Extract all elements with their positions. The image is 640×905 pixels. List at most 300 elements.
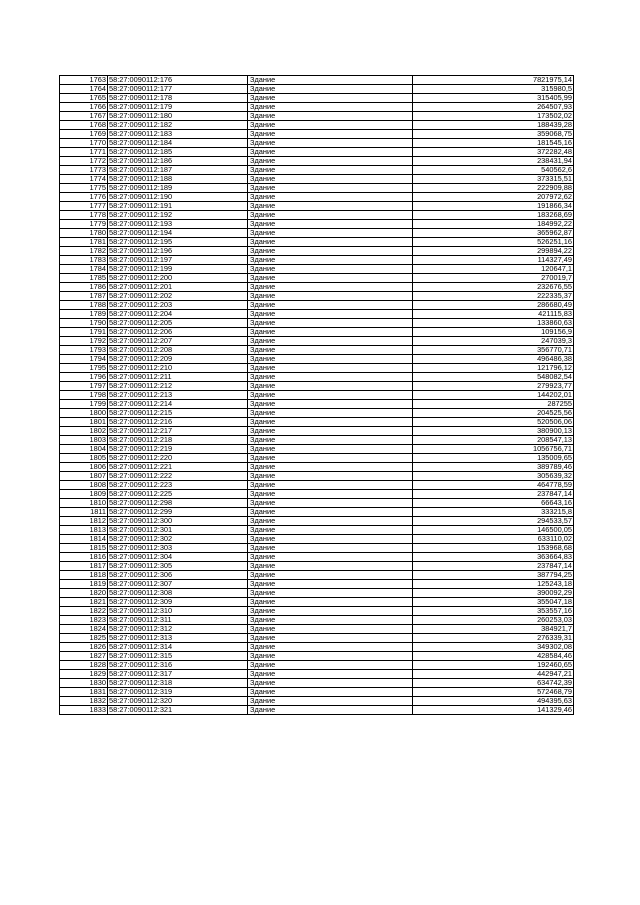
row-number-cell: 1765 [60,94,108,103]
cadastral-table [59,75,574,715]
object-type-cell: Здание [248,427,413,436]
table-row [60,265,574,274]
cadastral-number-cell: 58:27:0090112:189 [108,184,248,193]
table-row [60,670,574,679]
value-cell: 349302,08 [413,643,574,652]
value-cell: 363664,83 [413,553,574,562]
object-type-cell: Здание [248,463,413,472]
cadastral-number-cell: 58:27:0090112:179 [108,103,248,112]
cadastral-number-cell: 58:27:0090112:318 [108,679,248,688]
table-row [60,310,574,319]
object-type-cell: Здание [248,301,413,310]
row-number-cell: 1805 [60,454,108,463]
value-cell: 181545,16 [413,139,574,148]
value-cell: 146500,05 [413,526,574,535]
table-body [60,76,574,715]
row-number-cell: 1832 [60,697,108,706]
cadastral-number-cell: 58:27:0090112:321 [108,706,248,715]
cadastral-number-cell: 58:27:0090112:178 [108,94,248,103]
value-cell: 7821975,14 [413,76,574,85]
object-type-cell: Здание [248,292,413,301]
row-number-cell: 1828 [60,661,108,670]
cadastral-number-cell: 58:27:0090112:310 [108,607,248,616]
value-cell: 279923,77 [413,382,574,391]
value-cell: 287255 [413,400,574,409]
object-type-cell: Здание [248,652,413,661]
object-type-cell: Здание [248,454,413,463]
cadastral-number-cell: 58:27:0090112:314 [108,643,248,652]
row-number-cell: 1815 [60,544,108,553]
row-number-cell: 1811 [60,508,108,517]
value-cell: 173502,02 [413,112,574,121]
table-row [60,85,574,94]
cadastral-number-cell: 58:27:0090112:315 [108,652,248,661]
object-type-cell: Здание [248,508,413,517]
cadastral-number-cell: 58:27:0090112:307 [108,580,248,589]
table-row [60,481,574,490]
value-cell: 183268,69 [413,211,574,220]
object-type-cell: Здание [248,625,413,634]
row-number-cell: 1774 [60,175,108,184]
table-row [60,139,574,148]
cadastral-number-cell: 58:27:0090112:221 [108,463,248,472]
object-type-cell: Здание [248,679,413,688]
cadastral-number-cell: 58:27:0090112:201 [108,283,248,292]
cadastral-number-cell: 58:27:0090112:302 [108,535,248,544]
value-cell: 125243,18 [413,580,574,589]
cadastral-number-cell: 58:27:0090112:305 [108,562,248,571]
object-type-cell: Здание [248,670,413,679]
table-row [60,283,574,292]
row-number-cell: 1764 [60,85,108,94]
object-type-cell: Здание [248,202,413,211]
cadastral-number-cell: 58:27:0090112:191 [108,202,248,211]
object-type-cell: Здание [248,85,413,94]
value-cell: 299894,22 [413,247,574,256]
cadastral-number-cell: 58:27:0090112:298 [108,499,248,508]
object-type-cell: Здание [248,490,413,499]
row-number-cell: 1793 [60,346,108,355]
cadastral-number-cell: 58:27:0090112:222 [108,472,248,481]
value-cell: 109156,9 [413,328,574,337]
table-row [60,256,574,265]
value-cell: 133860,63 [413,319,574,328]
table-row [60,328,574,337]
table-row [60,436,574,445]
table-row [60,499,574,508]
row-number-cell: 1768 [60,121,108,130]
cadastral-number-cell: 58:27:0090112:316 [108,661,248,670]
cadastral-number-cell: 58:27:0090112:205 [108,319,248,328]
value-cell: 121796,12 [413,364,574,373]
cadastral-number-cell: 58:27:0090112:219 [108,445,248,454]
cadastral-number-cell: 58:27:0090112:216 [108,418,248,427]
cadastral-number-cell: 58:27:0090112:176 [108,76,248,85]
object-type-cell: Здание [248,598,413,607]
table-row [60,697,574,706]
row-number-cell: 1809 [60,490,108,499]
table-row [60,193,574,202]
cadastral-number-cell: 58:27:0090112:317 [108,670,248,679]
table-row [60,688,574,697]
value-cell: 365962,87 [413,229,574,238]
cadastral-number-cell: 58:27:0090112:204 [108,310,248,319]
table-row [60,400,574,409]
value-cell: 634742,39 [413,679,574,688]
cadastral-number-cell: 58:27:0090112:299 [108,508,248,517]
row-number-cell: 1806 [60,463,108,472]
row-number-cell: 1814 [60,535,108,544]
value-cell: 188439,28 [413,121,574,130]
value-cell: 305639,32 [413,472,574,481]
cadastral-number-cell: 58:27:0090112:185 [108,148,248,157]
cadastral-number-cell: 58:27:0090112:303 [108,544,248,553]
table-row [60,553,574,562]
value-cell: 428584,46 [413,652,574,661]
table-row [60,409,574,418]
value-cell: 1056756,71 [413,445,574,454]
value-cell: 222335,37 [413,292,574,301]
table-row [60,706,574,715]
row-number-cell: 1790 [60,319,108,328]
cadastral-number-cell: 58:27:0090112:306 [108,571,248,580]
value-cell: 204525,56 [413,409,574,418]
cadastral-number-cell: 58:27:0090112:309 [108,598,248,607]
object-type-cell: Здание [248,319,413,328]
value-cell: 294533,57 [413,517,574,526]
row-number-cell: 1766 [60,103,108,112]
object-type-cell: Здание [248,346,413,355]
object-type-cell: Здание [248,418,413,427]
row-number-cell: 1775 [60,184,108,193]
value-cell: 238431,94 [413,157,574,166]
value-cell: 208547,13 [413,436,574,445]
row-number-cell: 1780 [60,229,108,238]
value-cell: 135009,65 [413,454,574,463]
cadastral-number-cell: 58:27:0090112:200 [108,274,248,283]
row-number-cell: 1781 [60,238,108,247]
object-type-cell: Здание [248,544,413,553]
row-number-cell: 1777 [60,202,108,211]
object-type-cell: Здание [248,112,413,121]
cadastral-number-cell: 58:27:0090112:223 [108,481,248,490]
value-cell: 237847,14 [413,490,574,499]
value-cell: 144202,01 [413,391,574,400]
object-type-cell: Здание [248,148,413,157]
cadastral-number-cell: 58:27:0090112:300 [108,517,248,526]
table-row [60,175,574,184]
object-type-cell: Здание [248,481,413,490]
object-type-cell: Здание [248,157,413,166]
cadastral-number-cell: 58:27:0090112:199 [108,265,248,274]
row-number-cell: 1773 [60,166,108,175]
row-number-cell: 1763 [60,76,108,85]
value-cell: 353557,16 [413,607,574,616]
value-cell: 237847,14 [413,562,574,571]
table-row [60,292,574,301]
table-row [60,643,574,652]
object-type-cell: Здание [248,211,413,220]
cadastral-number-cell: 58:27:0090112:218 [108,436,248,445]
cadastral-number-cell: 58:27:0090112:215 [108,409,248,418]
value-cell: 464778,59 [413,481,574,490]
object-type-cell: Здание [248,706,413,715]
cadastral-number-cell: 58:27:0090112:225 [108,490,248,499]
cadastral-number-cell: 58:27:0090112:311 [108,616,248,625]
value-cell: 389789,46 [413,463,574,472]
cadastral-number-cell: 58:27:0090112:210 [108,364,248,373]
table-row [60,490,574,499]
value-cell: 548082,54 [413,373,574,382]
cadastral-number-cell: 58:27:0090112:197 [108,256,248,265]
row-number-cell: 1808 [60,481,108,490]
object-type-cell: Здание [248,607,413,616]
cadastral-number-cell: 58:27:0090112:207 [108,337,248,346]
object-type-cell: Здание [248,571,413,580]
cadastral-number-cell: 58:27:0090112:187 [108,166,248,175]
value-cell: 572468,79 [413,688,574,697]
row-number-cell: 1795 [60,364,108,373]
object-type-cell: Здание [248,697,413,706]
row-number-cell: 1813 [60,526,108,535]
row-number-cell: 1823 [60,616,108,625]
row-number-cell: 1812 [60,517,108,526]
table-row [60,355,574,364]
value-cell: 141329,46 [413,706,574,715]
value-cell: 315405,99 [413,94,574,103]
value-cell: 355047,18 [413,598,574,607]
cadastral-number-cell: 58:27:0090112:202 [108,292,248,301]
table-row [60,319,574,328]
row-number-cell: 1796 [60,373,108,382]
table-row [60,166,574,175]
cadastral-number-cell: 58:27:0090112:206 [108,328,248,337]
table-row [60,445,574,454]
row-number-cell: 1779 [60,220,108,229]
value-cell: 633110,02 [413,535,574,544]
row-number-cell: 1826 [60,643,108,652]
table-row [60,391,574,400]
table-row [60,625,574,634]
table-row [60,589,574,598]
value-cell: 540562,6 [413,166,574,175]
object-type-cell: Здание [248,103,413,112]
table-row [60,679,574,688]
table-row [60,337,574,346]
object-type-cell: Здание [248,76,413,85]
row-number-cell: 1786 [60,283,108,292]
value-cell: 222909,88 [413,184,574,193]
cadastral-number-cell: 58:27:0090112:304 [108,553,248,562]
row-number-cell: 1803 [60,436,108,445]
value-cell: 114327,49 [413,256,574,265]
row-number-cell: 1791 [60,328,108,337]
object-type-cell: Здание [248,328,413,337]
row-number-cell: 1789 [60,310,108,319]
row-number-cell: 1829 [60,670,108,679]
table-row [60,157,574,166]
object-type-cell: Здание [248,535,413,544]
cadastral-number-cell: 58:27:0090112:177 [108,85,248,94]
object-type-cell: Здание [248,553,413,562]
row-number-cell: 1830 [60,679,108,688]
value-cell: 442947,21 [413,670,574,679]
object-type-cell: Здание [248,130,413,139]
table-row [60,121,574,130]
cadastral-number-cell: 58:27:0090112:213 [108,391,248,400]
row-number-cell: 1783 [60,256,108,265]
cadastral-number-cell: 58:27:0090112:194 [108,229,248,238]
table-row [60,661,574,670]
object-type-cell: Здание [248,661,413,670]
value-cell: 356770,71 [413,346,574,355]
row-number-cell: 1827 [60,652,108,661]
cadastral-number-cell: 58:27:0090112:312 [108,625,248,634]
row-number-cell: 1778 [60,211,108,220]
row-number-cell: 1771 [60,148,108,157]
value-cell: 184992,22 [413,220,574,229]
row-number-cell: 1821 [60,598,108,607]
value-cell: 315980,5 [413,85,574,94]
table-row [60,418,574,427]
table-row [60,202,574,211]
value-cell: 66643,16 [413,499,574,508]
row-number-cell: 1792 [60,337,108,346]
row-number-cell: 1776 [60,193,108,202]
table-row [60,607,574,616]
table-row [60,454,574,463]
cadastral-number-cell: 58:27:0090112:188 [108,175,248,184]
row-number-cell: 1824 [60,625,108,634]
table-row [60,247,574,256]
cadastral-number-cell: 58:27:0090112:217 [108,427,248,436]
table-row [60,238,574,247]
object-type-cell: Здание [248,400,413,409]
cadastral-number-cell: 58:27:0090112:308 [108,589,248,598]
value-cell: 359068,75 [413,130,574,139]
object-type-cell: Здание [248,121,413,130]
table-row [60,508,574,517]
value-cell: 276339,31 [413,634,574,643]
value-cell: 380900,13 [413,427,574,436]
object-type-cell: Здание [248,472,413,481]
object-type-cell: Здание [248,256,413,265]
table-row [60,130,574,139]
row-number-cell: 1822 [60,607,108,616]
value-cell: 247039,3 [413,337,574,346]
value-cell: 264507,93 [413,103,574,112]
object-type-cell: Здание [248,238,413,247]
value-cell: 526251,16 [413,238,574,247]
table-row [60,112,574,121]
row-number-cell: 1802 [60,427,108,436]
row-number-cell: 1833 [60,706,108,715]
table-row [60,211,574,220]
object-type-cell: Здание [248,247,413,256]
value-cell: 421115,83 [413,310,574,319]
table-row [60,346,574,355]
table-row [60,427,574,436]
table-row [60,463,574,472]
row-number-cell: 1810 [60,499,108,508]
object-type-cell: Здание [248,643,413,652]
row-number-cell: 1770 [60,139,108,148]
row-number-cell: 1807 [60,472,108,481]
table-row [60,652,574,661]
cadastral-number-cell: 58:27:0090112:192 [108,211,248,220]
table-row [60,274,574,283]
object-type-cell: Здание [248,274,413,283]
row-number-cell: 1799 [60,400,108,409]
table-row [60,634,574,643]
row-number-cell: 1831 [60,688,108,697]
value-cell: 494395,63 [413,697,574,706]
object-type-cell: Здание [248,616,413,625]
object-type-cell: Здание [248,409,413,418]
object-type-cell: Здание [248,499,413,508]
object-type-cell: Здание [248,562,413,571]
value-cell: 520506,06 [413,418,574,427]
object-type-cell: Здание [248,373,413,382]
value-cell: 496486,38 [413,355,574,364]
cadastral-number-cell: 58:27:0090112:220 [108,454,248,463]
value-cell: 120647,1 [413,265,574,274]
cadastral-number-cell: 58:27:0090112:196 [108,247,248,256]
row-number-cell: 1794 [60,355,108,364]
cadastral-number-cell: 58:27:0090112:190 [108,193,248,202]
row-number-cell: 1785 [60,274,108,283]
object-type-cell: Здание [248,391,413,400]
cadastral-number-cell: 58:27:0090112:214 [108,400,248,409]
cadastral-number-cell: 58:27:0090112:211 [108,373,248,382]
object-type-cell: Здание [248,688,413,697]
table-row [60,598,574,607]
object-type-cell: Здание [248,220,413,229]
value-cell: 372282,48 [413,148,574,157]
value-cell: 387794,25 [413,571,574,580]
table-row [60,220,574,229]
row-number-cell: 1820 [60,589,108,598]
object-type-cell: Здание [248,634,413,643]
row-number-cell: 1801 [60,418,108,427]
value-cell: 384921,7 [413,625,574,634]
row-number-cell: 1769 [60,130,108,139]
row-number-cell: 1798 [60,391,108,400]
row-number-cell: 1800 [60,409,108,418]
value-cell: 192460,65 [413,661,574,670]
object-type-cell: Здание [248,580,413,589]
value-cell: 153968,68 [413,544,574,553]
value-cell: 390092,29 [413,589,574,598]
object-type-cell: Здание [248,310,413,319]
object-type-cell: Здание [248,265,413,274]
cadastral-number-cell: 58:27:0090112:193 [108,220,248,229]
row-number-cell: 1825 [60,634,108,643]
row-number-cell: 1788 [60,301,108,310]
row-number-cell: 1818 [60,571,108,580]
value-cell: 373315,51 [413,175,574,184]
row-number-cell: 1772 [60,157,108,166]
object-type-cell: Здание [248,589,413,598]
row-number-cell: 1817 [60,562,108,571]
row-number-cell: 1782 [60,247,108,256]
cadastral-number-cell: 58:27:0090112:319 [108,688,248,697]
table-row [60,571,574,580]
cadastral-number-cell: 58:27:0090112:195 [108,238,248,247]
object-type-cell: Здание [248,139,413,148]
table-row [60,562,574,571]
table-row [60,535,574,544]
